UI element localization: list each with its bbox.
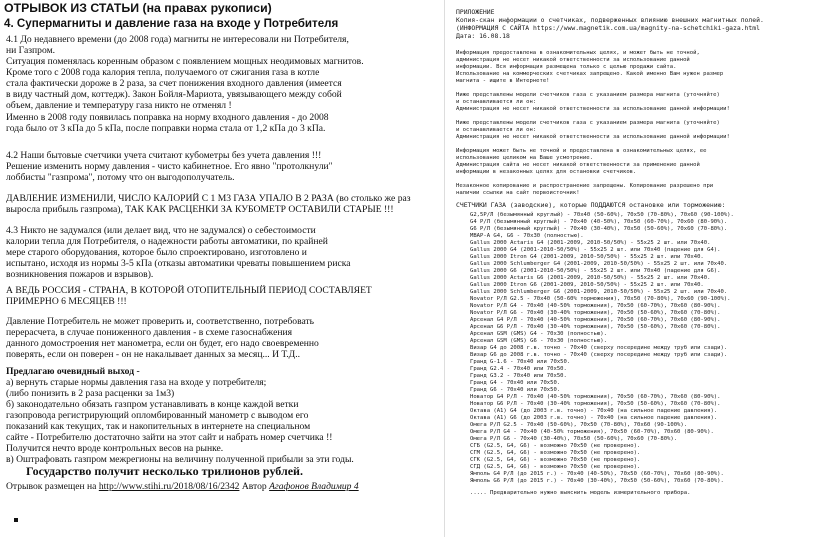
proposal-list-line: (либо понизить в 2 раза расценки за 1м3) — [6, 388, 175, 399]
meter-list-item: Ямполь G6 Р/Л (до 2015 г.) - 70х40 (30-40%), 70х50 (50-60%), 70х60 (70-80%). — [470, 478, 724, 484]
disclaimer-line: Использование на коммерческих счетчиках запрещено. Какой именно Вам нужен размер — [456, 71, 724, 77]
conclusion-line: Государство получит несколько трилионов рублей. — [26, 464, 303, 478]
paragraph-caps-russia-line: ПРИМЕРНО 6 МЕСЯЦЕВ !!! — [6, 296, 127, 307]
meter-list-item: Novator Р/Л G4 - 70х40 (40-50% торможения), 70х50 (60-70%), 70х60 (80-90%). — [470, 303, 721, 309]
meter-list-item: G4 Р/Л (безымянный круглый) - 70х40 (40-50%), 70х50 (60-70%), 70х60 (80-90%). — [470, 219, 728, 225]
meter-list-item: Омега Р/Л G6 - 70х40 (30-40%), 70х50 (50-60%), 70х60 (70-80%). — [470, 436, 678, 442]
disclaimer-line: администрация не несет никакой ответственности за использование данной — [456, 57, 690, 63]
paragraph-4-2-line: Решение изменить норму давления - чисто кабинетное. Его явно "протолкнули" — [6, 161, 333, 172]
page-divider — [444, 0, 445, 537]
meters-list-title: СЧЕТЧИКИ ГАЗА (заводские), которые ПОДДАЮТСЯ остановке или торможению: — [456, 201, 726, 209]
proposal-list-line: б) законодательно обязать газпром устанавливать в конце каждой ветки — [6, 399, 299, 410]
meter-list-item: Визар G6 до 2008 г.в. точно - 70х40 (сверху посередине между труб или сзади). — [470, 352, 728, 358]
disclaimer-line: наличии ссылки на сайт первоисточник! — [456, 190, 580, 196]
appendix-page — [446, 0, 814, 537]
proposal-list-line: а) вернуть старые нормы давления газа на входе у потребителя; — [6, 377, 267, 388]
paragraph-4-1-line: объем, давление и температуру газа никто не отменял ! — [6, 100, 232, 111]
meter-list-item: G6 Р/Л (безымянный круглый) - 70х40 (30-40%), 70х50 (50-60%), 70х60 (70-80%). — [470, 226, 728, 232]
meter-list-item: Омега Р/Л G4 - 70х40 (40-50% торможения), 70х50 (60-70%), 70х60 (80-90%). — [470, 429, 714, 435]
meter-list-item: Новатор G6 Р/Л - 70х40 (30-40% торможения), 70х50 (50-60%), 70х60 (70-80%). — [470, 401, 721, 407]
meter-list-item: Арсенал G4 Р/Л - 70х40 (40-50% торможения), 70х50 (60-70%), 70х60 (80-90%). — [470, 317, 721, 323]
meter-list-item: Арсенал G6 Р/Л - 70х40 (30-40% торможения), 70х50 (50-60%), 70х60 (70-80%). — [470, 324, 721, 330]
meter-list-item: Октава (А1) G4 (до 2003 г.в. точно) - 70х40 (на сильное падение давления). — [470, 408, 718, 414]
article-title: ОТРЫВОК ИЗ СТАТЬИ (на правах рукописи) — [4, 1, 272, 15]
paragraph-4-1-line: 4.1 До недавнего времени (до 2008 года) магниты не интересовали ни Потребителя, — [6, 34, 349, 45]
meter-list-item: Арсенал GSM (GMS) G6 - 70х30 (полностью). — [470, 338, 607, 344]
disclaimer-line: магнита - ищите в Интернете! — [456, 78, 550, 84]
paragraph-4-3-line: возникновения пожаров и взрывов). — [6, 269, 154, 280]
meter-list-item: Новатор G4 Р/Л - 70х40 (40-50% торможения), 70х50 (60-70%), 70х60 (80-90%). — [470, 394, 721, 400]
meter-list-item: Арсенал GSM (GMS) G4 - 70х30 (полностью). — [470, 331, 607, 337]
appendix-title: ПРИЛОЖЕНИЕ — [456, 8, 495, 16]
source-link[interactable]: http://www.stihi.ru/2018/08/16/2342 — [98, 481, 240, 492]
paragraph-4-3-line: калории тепла для Потребителя, о надежности работы автоматики, по крайней — [6, 236, 328, 247]
meter-list-item: СГМ (G2.5, G4, G6) - возможно 70х50 (не проверено). — [470, 450, 641, 456]
footer-prefix: Отрывок размещен на — [6, 481, 99, 492]
meter-list-item: Novator Р/Л G2.5 - 70х40 (50-60% торможения), 70х50 (70-80%), 70х60 (90-100%). — [470, 296, 731, 302]
paragraph-4-1-line: стала фактически дороже в 2 раза, за счет понижения входного давления (имеется — [6, 78, 342, 89]
page-dot-mark — [14, 518, 18, 522]
proposal-list-line: Получится нечто вроде контрольных весов на рынке. — [6, 443, 224, 454]
meter-list-item: Novator Р/Л G6 - 70х40 (30-40% торможения), 70х50 (50-60%), 70х60 (70-80%). — [470, 310, 721, 316]
meter-list-item: Гранд G6 - 70х40 или 70х50. — [470, 387, 561, 393]
paragraph-verification-line: данного домостроения нет манометра, если он будет, его надо своевременно — [6, 338, 319, 349]
meter-list-item: МВАР-А G4, G6 - 70х30 (полностью). — [470, 233, 584, 239]
paragraph-caps-pressure-line: ДАВЛЕНИЕ ИЗМЕНИЛИ, ЧИСЛО КАЛОРИЙ С 1 М3 ГАЗА УПАЛО В 2 РАЗА (во столько же раз — [6, 193, 411, 204]
meter-list-item: СГД (G2.5, G4, G6) - возможно 70х50 (не проверено). — [470, 464, 641, 470]
footer-author-label: Автор — [239, 481, 270, 492]
meter-list-item: Гранд G2.4 - 70х40 или 70х50. — [470, 366, 567, 372]
disclaimer-line: и останавливается ли он: — [456, 127, 537, 133]
meter-list-item: Gallus 2000 G4 (2001-2010-50/50%) - 55х25 2 шт. или 70х40 (падение для G4). — [470, 247, 721, 253]
disclaimer-line: Информация предоставлена в ознакомительных целях, и может быть не точной, — [456, 50, 700, 56]
meter-list-item: Gallus 2000 Actaris G4 (2001-2009, 2010-50/50%) - 55х25 2 шт. или 70х40. — [470, 240, 711, 246]
disclaimer-line: Администрация сайта не несет никакой ответственности за применение данной — [456, 162, 700, 168]
meter-list-item: Ямполь G4 Р/Л (до 2015 г.) - 70х40 (40-50%), 70х50 (60-70%), 70х60 (80-90%). — [470, 471, 724, 477]
meter-list-item: Gallus 2000 G6 (2001-2010-50/50%) - 55х25 2 шт. или 70х40 (падение для G6). — [470, 268, 721, 274]
section-heading: 4. Супермагниты и давление газа на входе у Потребителя — [4, 17, 339, 30]
disclaimer-line: использование целиком на Ваше усмотрение. — [456, 155, 593, 161]
disclaimer-line: и останавливается ли он: — [456, 99, 537, 105]
proposal-list-line: сайте - Потребителю достаточно зайти на этот сайт и набрать номер счетчика !! — [6, 432, 333, 443]
paragraph-4-1-line: ни Газпром. — [6, 45, 56, 56]
disclaimer-line: Администрация не несет никакой ответственности за использование данной информации! — [456, 134, 730, 140]
meter-list-item: Омега Р/Л G2.5 - 70х40 (50-60%), 70х50 (70-80%), 70х60 (90-100%). — [470, 422, 688, 428]
paragraph-caps-pressure-line: выросла прибыль газпрома), ТАК КАК РАСЦЕНКИ ЗА КУБОМЕТР ОСТАВИЛИ СТАРЫЕ !!! — [6, 204, 394, 215]
source-footer — [6, 481, 359, 492]
proposal-list-line: газопровода регистрирующий опломбированный манометр с выводом его — [6, 410, 309, 421]
paragraph-verification-line: поверять, если он поверен - он не накалывает данных за месяц... И Т.Д.. — [6, 349, 301, 360]
meter-list-item: Визар G4 до 2008 г.в. точно - 70х40 (сверху посередине между труб или сзади). — [470, 345, 728, 351]
meter-list-item: Gallus 2000 Schlumberger G6 (2001-2009, 2010-50/50%) - 55х25 2 шт. или 70х40. — [470, 289, 728, 295]
appendix-header-line: (ИНФОРМАЦИЯ С САЙТА https://www.magnetik.com.ua/magnity-na-schetchiki-gaza.html — [456, 24, 760, 32]
disclaimer-line: Администрация не несет никакой ответственности за использование данной информации! — [456, 106, 730, 112]
meter-list-item: G2,5Р/Л (безымянный круглый) - 70х40 (50-60%), 70х50 (70-80%), 70х60 (90-100%). — [470, 212, 734, 218]
paragraph-caps-russia-line: А ВЕДЬ РОССИЯ - СТРАНА, В КОТОРОЙ ОТОПИТЕЛЬНЫЙ ПЕРИОД СОСТАВЛЯЕТ — [6, 285, 372, 296]
paragraph-4-3-line: 4.3 Никто не задумался (или делает вид, что не задумался) о себестоимости — [6, 225, 316, 236]
disclaimer-line: Ниже представлены модели счетчиков газа с указанием размера магнита (уточняйте) — [456, 92, 720, 98]
meter-list-item: СГК (G2.5, G4, G6) - возможно 70х50 (не проверено). — [470, 457, 641, 463]
disclaimer-line: Ниже представлены модели счетчиков газа с указанием размера магнита (уточняйте) — [456, 120, 720, 126]
paragraph-verification-line: перерасчета, в случае пониженного давления - в схеме газоснабжения — [6, 327, 293, 338]
proposal-list-line: Предлагаю очевидный выход - — [6, 366, 140, 377]
paragraph-norms-line: года было от 3 кПа до 5 кПа, после поправки норма стала от 1,2 кПа до 3 кПа. — [6, 123, 326, 134]
paragraph-4-2-line: 4.2 Наши бытовые счетчики учета считают кубометры без учета давления !!! — [6, 150, 322, 161]
disclaimer-line: информации. Вся информация размещена только с целью продажи сайта. — [456, 64, 677, 70]
disclaimer-line: информации в незаконных целях для остановки счетчиков. — [456, 169, 637, 175]
meter-list-item: Гранд G3.2 - 70х40 или 70х50. — [470, 373, 567, 379]
appendix-header-line: Дата: 16.08.18 — [456, 32, 510, 40]
paragraph-4-1-line: Ситуация поменялась коренным образом с появлением мощных неодимовых магнитов. — [6, 56, 364, 67]
paragraph-4-1-line: Кроме того с 2008 года калория тепла, получаемого от сжигания газа в котле — [6, 67, 320, 78]
meter-list-item: Gallus 2000 Itron G6 (2001-2009, 2010-50/50%) - 55х25 2 шт. или 70х40. — [470, 282, 704, 288]
meter-list-item: СГБ (G2.5, G4, G6) - возможно 70х50 (не проверено). — [470, 443, 641, 449]
author-signature: Агафонов Владимир 4 — [269, 481, 359, 492]
disclaimer-line: Незаконное копирование и распространение запрещены. Копирование разрешено при — [456, 183, 714, 189]
meter-list-item: Gallus 2000 Schlumberger G4 (2001-2009, 2010-50/50%) - 55х25 2 шт. или 70х40. — [470, 261, 728, 267]
paragraph-4-3-line: мере старого оборудования, которое было спроектировано, изготовлено и — [6, 247, 307, 258]
proposal-list-line: показаний как текущих, так и накопительных в интернете на специальном — [6, 421, 311, 432]
paragraph-4-3-line: испытано, исходя из нормы 3-5 кПа (отказы автоматики чреваты повышением риска — [6, 258, 351, 269]
meter-list-item: Октава (А1) G6 (до 2003 г.в. точно) - 70х40 (на сильное падение давления). — [470, 415, 718, 421]
meter-list-item: Gallus 2000 Itron G4 (2001-2009, 2010-50/50%) - 55х25 2 шт. или 70х40. — [470, 254, 704, 260]
appendix-header-line: Копия-скан информации о счетчиках, подверженных влиянию внешних магнитных полей. — [456, 16, 764, 24]
appendix-footnote: ..... Предварительно нужно выяснить модель измерительного прибора. — [470, 490, 691, 496]
disclaimer-line: Информация может быть не точной и предоставлена в ознакомительных целях, ее — [456, 148, 707, 154]
paragraph-norms-line: Именно в 2008 году появилась поправка на норму входного давления - до 2008 — [6, 112, 329, 123]
meter-list-item: Гранд G4 - 70х40 или 70х50. — [470, 380, 561, 386]
proposal-list-line: в) Оштрафовать газпром межрегионы на величину полученной прибыли за эти годы. — [6, 454, 354, 465]
meter-list-item: Гранд G-1.6 - 70х40 или 70х50. — [470, 359, 571, 365]
paragraph-4-2-line: лоббисты "газпрома", потому что он выгодополучатель. — [6, 172, 235, 183]
paragraph-verification-line: Давление Потребитель не может проверить и, соответственно, потребовать — [6, 316, 315, 327]
meter-list-item: Gallus 2000 Actaris G6 (2001-2009, 2010-50/50%) - 55х25 2 шт. или 70х40. — [470, 275, 711, 281]
paragraph-4-1-line: в виду частный дом, коттедж). Закон Бойля-Мариота, увязывающего между собой — [6, 89, 342, 100]
